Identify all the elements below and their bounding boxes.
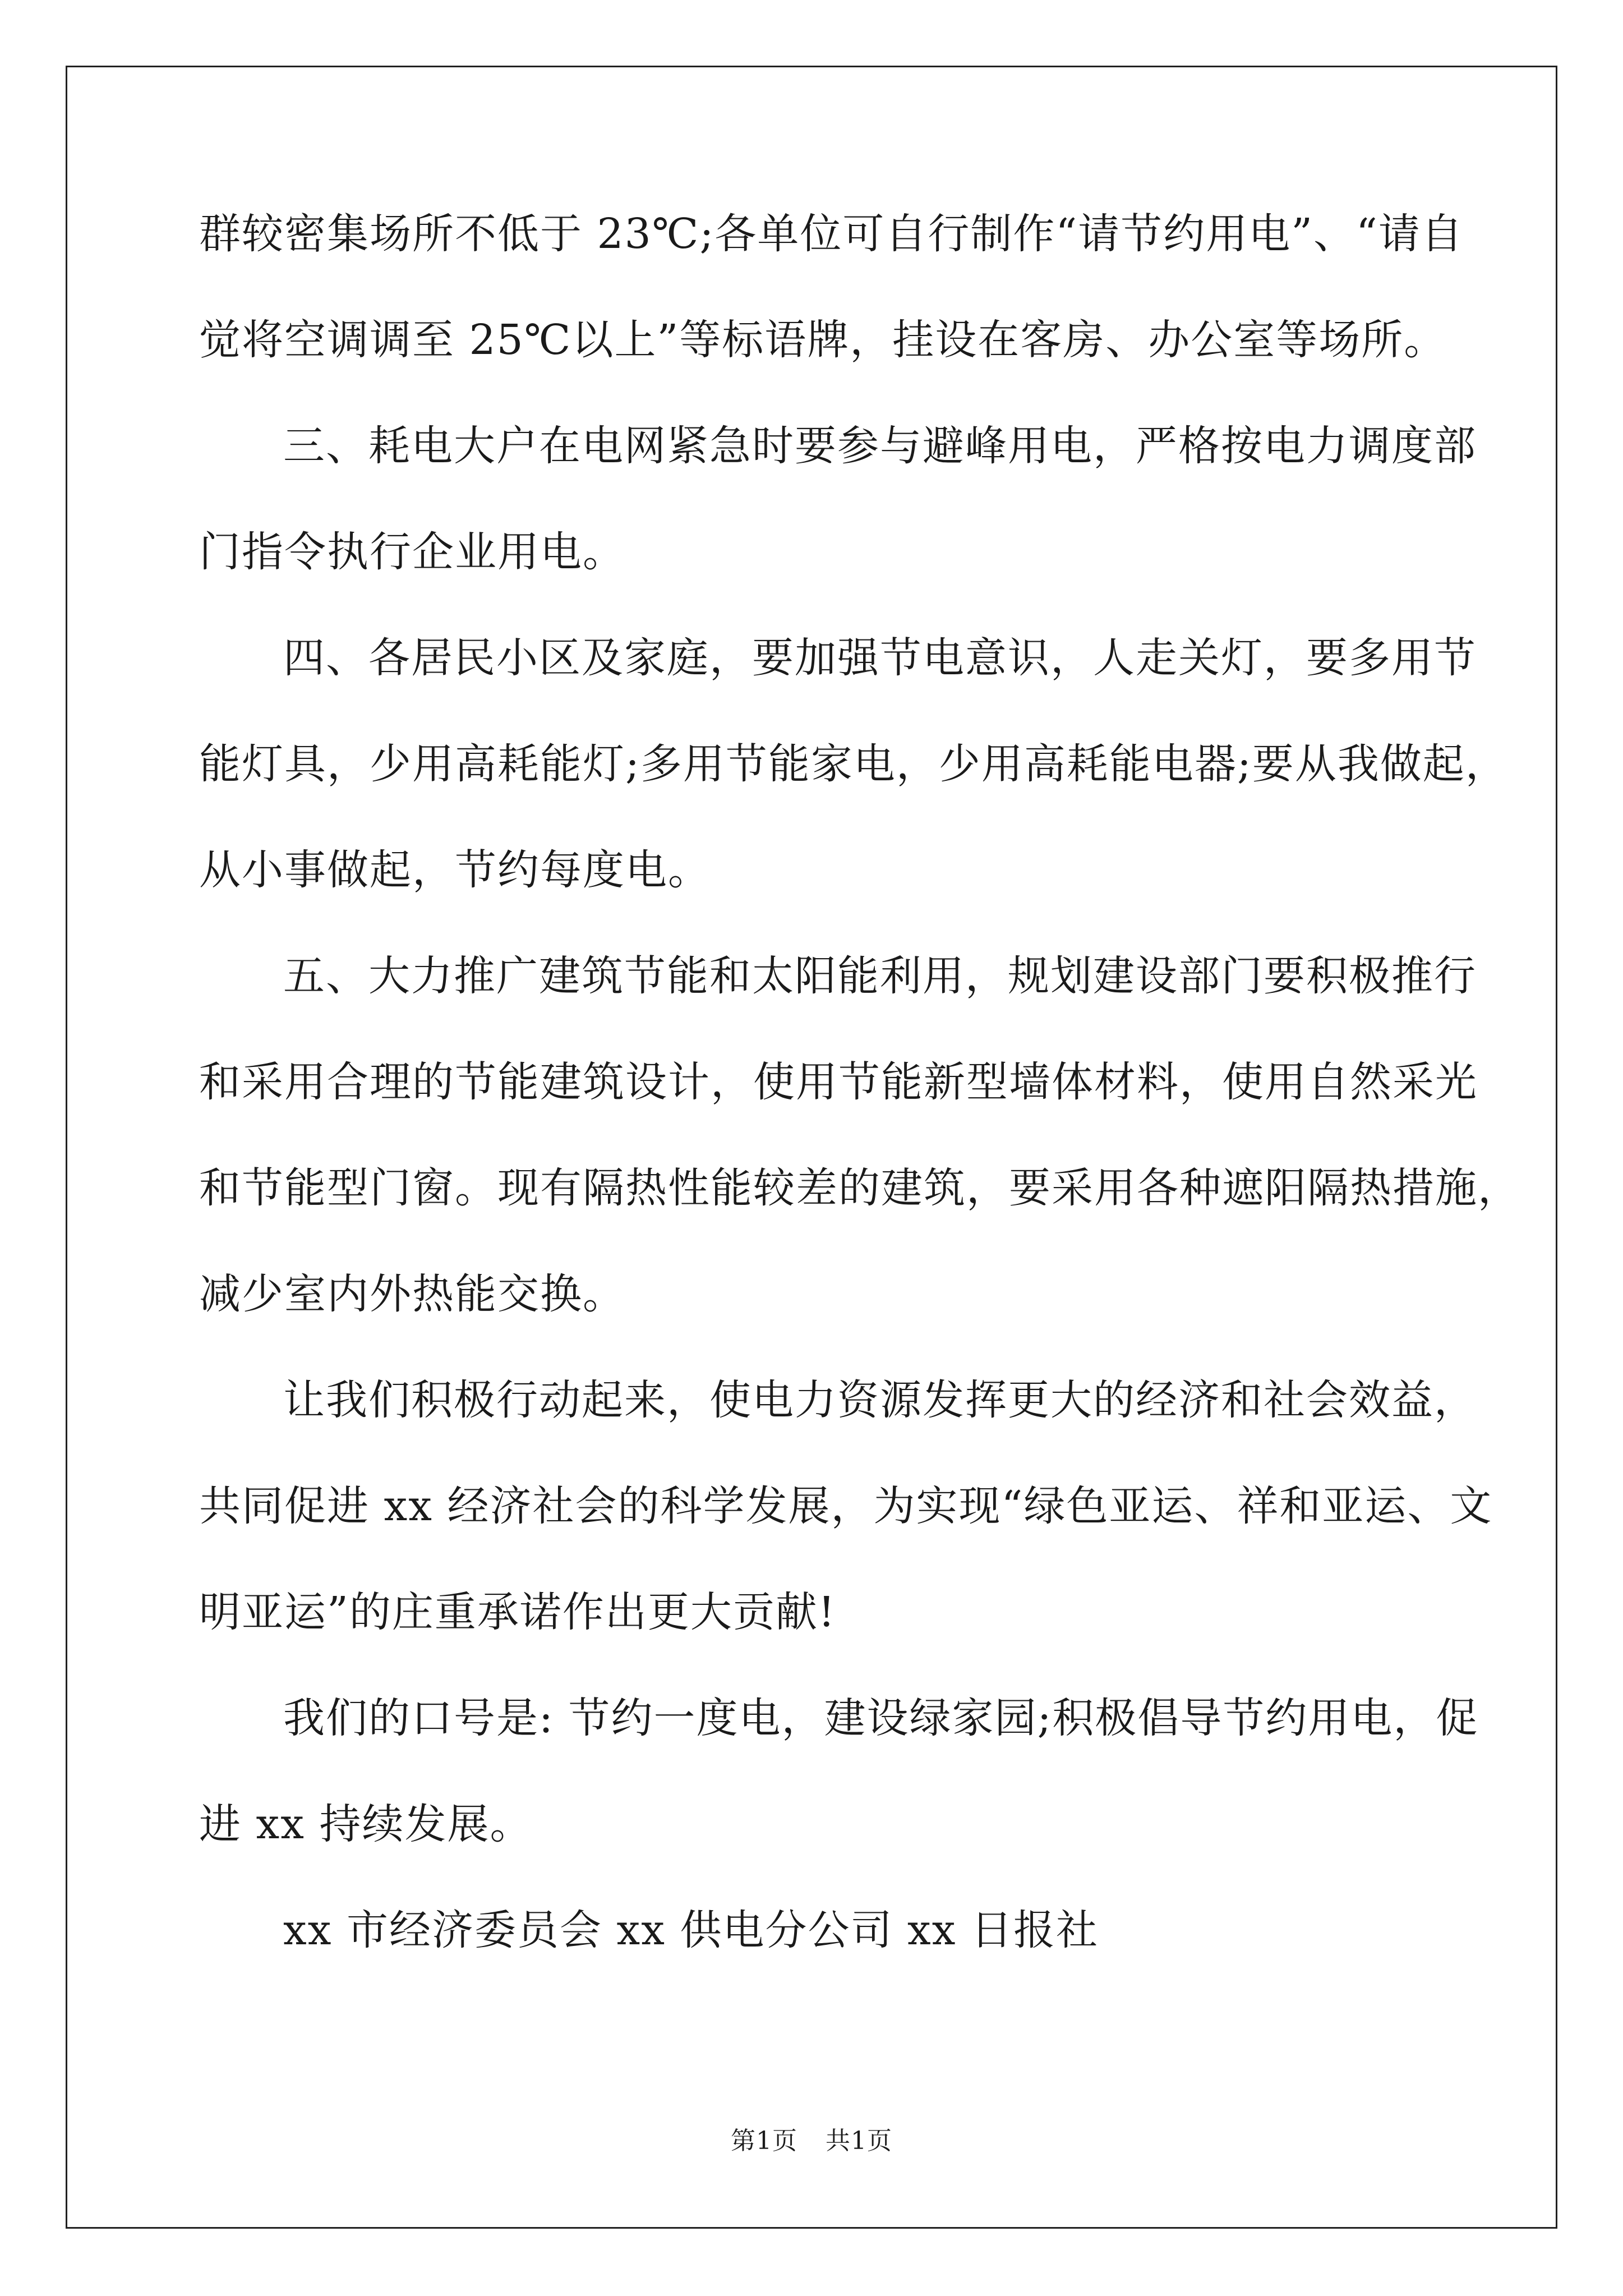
text-line: 能灯具，少用高耗能灯;多用节能家电，少用高耗能电器;要从我做起，	[199, 740, 1508, 788]
text-line: 减少室内外热能交换。	[199, 1270, 625, 1318]
page-total: 共1页	[826, 2127, 892, 2155]
text-line: 四、各居民小区及家庭，要加强节电意识，人走关灯，要多用节	[283, 634, 1477, 682]
page-footer	[0, 2120, 1623, 2156]
text-line: 从小事做起，节约每度电。	[199, 846, 711, 894]
text-line: 和采用合理的节能建筑设计，使用节能新型墙体材料，使用自然采光	[199, 1058, 1478, 1106]
text-line: 我们的口号是: 节约一度电，建设绿家园;积极倡导节约用电，促	[283, 1694, 1479, 1742]
text-line: 明亚运”的庄重承诺作出更大贡献!	[199, 1588, 836, 1636]
page-number: 第1页	[731, 2127, 797, 2155]
text-line: 门指令执行企业用电。	[199, 528, 625, 576]
text-line: 进 xx 持续发展。	[199, 1800, 533, 1848]
document-body	[199, 208, 1520, 1957]
signature-line: xx 市经济委员会 xx 供电分公司 xx 日报社	[283, 1906, 1099, 1954]
text-line: 群较密集场所不低于 23℃;各单位可自行制作“请节约用电”、“请自	[199, 210, 1464, 258]
text-line: 和节能型门窗。现有隔热性能较差的建筑，要采用各种遮阳隔热措施，	[199, 1164, 1520, 1212]
text-line: 三、耗电大户在电网紧急时要参与避峰用电，严格按电力调度部	[283, 422, 1477, 470]
text-line: 让我们积极行动起来，使电力资源发挥更大的经济和社会效益，	[283, 1376, 1477, 1424]
text-line: 觉将空调调至 25℃以上”等标语牌，挂设在客房、办公室等场所。	[199, 316, 1447, 364]
text-line: 共同促进 xx 经济社会的科学发展，为实现“绿色亚运、祥和亚运、文	[199, 1482, 1493, 1530]
text-line: 五、大力推广建筑节能和太阳能利用，规划建设部门要积极推行	[283, 952, 1477, 1000]
